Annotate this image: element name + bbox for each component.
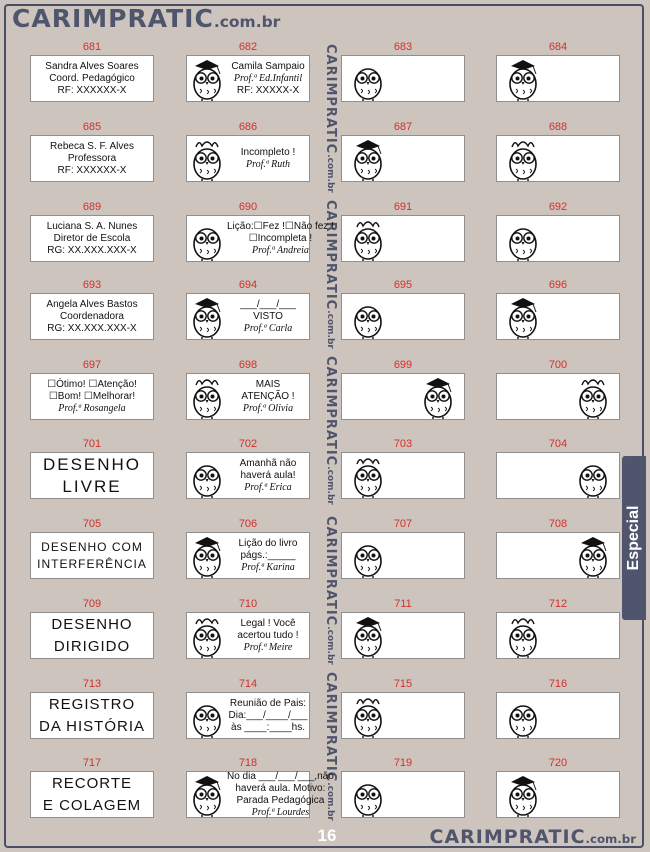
stamp-line: às ____:____hs. bbox=[231, 721, 305, 733]
owl-icon bbox=[348, 295, 388, 339]
stamp-card-681[interactable] bbox=[30, 40, 154, 102]
page-number: 16 bbox=[317, 826, 337, 845]
stamp-preview bbox=[341, 215, 465, 262]
stamp-line: Coordenadora bbox=[60, 310, 124, 322]
stamp-line: RF: XXXXX-X bbox=[236, 84, 300, 96]
stamp-card-694[interactable] bbox=[186, 278, 310, 340]
stamp-preview bbox=[186, 55, 310, 102]
stamp-card-705[interactable] bbox=[30, 517, 154, 579]
stamp-line: haverá aula! bbox=[240, 469, 296, 481]
stamp-preview bbox=[30, 692, 154, 739]
vertical-brand-name: CARIMPRATIC bbox=[323, 672, 338, 783]
vertical-brand-name: CARIMPRATIC bbox=[323, 516, 338, 627]
stamp-preview bbox=[186, 612, 310, 659]
stamp-line: Lição do livro bbox=[238, 537, 298, 549]
stamp-line: Prof.ª Erica bbox=[244, 481, 292, 493]
stamp-number: 714 bbox=[238, 678, 258, 690]
stamp-line: RF: XXXXXX-X bbox=[57, 164, 127, 176]
owl-icon bbox=[187, 217, 227, 261]
stamp-line: Prof.ª Ed.Infantil bbox=[233, 72, 303, 84]
owl-icon bbox=[187, 694, 227, 738]
stamp-line: Amanhã não bbox=[239, 457, 297, 469]
owl-icon bbox=[348, 534, 388, 578]
stamp-card-687[interactable] bbox=[341, 120, 465, 182]
stamp-preview bbox=[186, 692, 310, 739]
stamp-card-683[interactable] bbox=[341, 40, 465, 102]
stamp-card-709[interactable] bbox=[30, 597, 154, 659]
stamp-line: Professora bbox=[67, 152, 117, 164]
category-tab-label: Especial bbox=[625, 505, 642, 571]
stamp-preview bbox=[341, 135, 465, 182]
stamp-text bbox=[31, 694, 153, 738]
vertical-brand bbox=[314, 672, 338, 821]
stamp-line: ☐Bom! ☐Melhorar! bbox=[48, 390, 136, 402]
vertical-brand-name: CARIMPRATIC bbox=[323, 356, 338, 467]
stamp-number: 699 bbox=[393, 359, 413, 371]
stamp-preview bbox=[30, 532, 154, 579]
stamp-number: 706 bbox=[238, 518, 258, 530]
stamp-preview bbox=[186, 532, 310, 579]
stamp-number: 703 bbox=[393, 438, 413, 450]
stamp-line: DESENHO bbox=[51, 615, 133, 633]
stamp-preview bbox=[496, 612, 620, 659]
stamp-preview bbox=[30, 55, 154, 102]
stamp-card-691[interactable] bbox=[341, 200, 465, 262]
owl-icon bbox=[503, 773, 543, 817]
stamp-line: VISTO bbox=[253, 310, 283, 322]
brand-domain: .com.br bbox=[585, 832, 636, 846]
stamp-text bbox=[227, 771, 334, 819]
stamp-card-699[interactable] bbox=[341, 358, 465, 420]
stamp-number: 717 bbox=[82, 757, 102, 769]
stamp-preview bbox=[186, 215, 334, 262]
stamp-line: Prof.ª Olivia bbox=[242, 402, 294, 414]
owl-icon bbox=[348, 454, 388, 498]
brand-name: CARIMPRATIC bbox=[12, 4, 214, 33]
stamp-number: 715 bbox=[393, 678, 413, 690]
stamp-text bbox=[31, 454, 153, 498]
stamp-text bbox=[31, 539, 153, 573]
stamp-preview bbox=[341, 612, 465, 659]
stamp-preview bbox=[341, 771, 465, 818]
stamp-line: DIRIGIDO bbox=[53, 637, 131, 655]
stamp-card-697[interactable] bbox=[30, 358, 154, 420]
stamp-preview bbox=[496, 532, 620, 579]
stamp-preview bbox=[186, 373, 310, 420]
stamp-line: haverá aula. Motivo: bbox=[235, 782, 326, 794]
stamp-line: Sandra Alves Soares bbox=[45, 60, 139, 72]
stamp-number: 719 bbox=[393, 757, 413, 769]
stamp-line: Angela Alves Bastos bbox=[46, 298, 138, 310]
stamp-preview bbox=[186, 135, 310, 182]
stamp-line: ___/___/___ bbox=[240, 298, 296, 310]
stamp-preview bbox=[30, 771, 154, 818]
stamp-preview bbox=[30, 293, 154, 340]
stamp-text bbox=[31, 614, 153, 658]
stamp-number: 688 bbox=[548, 121, 568, 133]
stamp-line: Dia:___/____/___ bbox=[228, 709, 308, 721]
stamp-card-717[interactable] bbox=[30, 756, 154, 818]
stamp-preview bbox=[186, 452, 310, 499]
stamp-card-715[interactable] bbox=[341, 677, 465, 739]
stamp-line: Prof.ª Andreia bbox=[252, 244, 309, 256]
stamp-number: 709 bbox=[82, 598, 102, 610]
stamp-line: Prof.ª Lourdes bbox=[251, 806, 310, 818]
stamp-text bbox=[227, 538, 309, 574]
stamp-text bbox=[31, 379, 153, 415]
vertical-brand-domain: .com.br bbox=[325, 466, 335, 505]
stamp-card-686[interactable] bbox=[186, 120, 310, 182]
stamp-card-688[interactable] bbox=[496, 120, 620, 182]
stamp-number: 711 bbox=[394, 598, 412, 610]
stamp-preview bbox=[341, 293, 465, 340]
stamp-card-682[interactable] bbox=[186, 40, 310, 102]
stamp-number: 682 bbox=[238, 41, 258, 53]
stamp-preview bbox=[341, 692, 465, 739]
owl-icon bbox=[187, 57, 227, 101]
owl-icon bbox=[503, 137, 543, 181]
stamp-line: Prof.ª Meire bbox=[243, 641, 293, 653]
stamp-text bbox=[227, 379, 309, 415]
brand-logo-top bbox=[12, 4, 280, 33]
stamp-text bbox=[31, 61, 153, 97]
stamp-preview bbox=[341, 532, 465, 579]
stamp-text bbox=[227, 221, 334, 257]
stamp-line: E COLAGEM bbox=[42, 796, 142, 814]
owl-icon bbox=[187, 614, 227, 658]
stamp-number: 681 bbox=[82, 41, 102, 53]
stamp-text bbox=[31, 141, 153, 177]
stamp-line: DA HISTÓRIA bbox=[38, 717, 146, 735]
brand-domain: .com.br bbox=[213, 13, 281, 31]
stamp-card-695[interactable] bbox=[341, 278, 465, 340]
stamp-text bbox=[227, 698, 309, 734]
stamp-card-714[interactable] bbox=[186, 677, 310, 739]
owl-icon bbox=[187, 375, 227, 419]
stamp-preview bbox=[341, 452, 465, 499]
stamp-preview bbox=[30, 215, 154, 262]
stamp-number: 704 bbox=[548, 438, 568, 450]
stamp-line: ☐Ótimo! ☐Atenção! bbox=[47, 378, 137, 390]
stamp-card-710[interactable] bbox=[186, 597, 310, 659]
stamp-card-702[interactable] bbox=[186, 437, 310, 499]
stamp-preview bbox=[30, 452, 154, 499]
stamp-number: 718 bbox=[238, 757, 258, 769]
stamp-card-684[interactable] bbox=[496, 40, 620, 102]
owl-icon bbox=[187, 137, 227, 181]
stamp-number: 691 bbox=[393, 201, 413, 213]
stamp-line: acertou tudo ! bbox=[237, 629, 299, 641]
stamp-text bbox=[227, 618, 309, 654]
stamp-number: 693 bbox=[82, 279, 102, 291]
stamp-number: 685 bbox=[82, 121, 102, 133]
stamp-card-713[interactable] bbox=[30, 677, 154, 739]
owl-icon bbox=[503, 614, 543, 658]
stamp-number: 684 bbox=[548, 41, 568, 53]
stamp-line: Rebeca S. F. Alves bbox=[50, 140, 134, 152]
stamp-number: 686 bbox=[238, 121, 258, 133]
stamp-number: 683 bbox=[393, 41, 413, 53]
stamp-card-698[interactable] bbox=[186, 358, 310, 420]
vertical-brand bbox=[314, 356, 338, 505]
stamp-line: DESENHO COM bbox=[41, 539, 143, 554]
vertical-brand-name: CARIMPRATIC bbox=[323, 44, 338, 155]
stamp-card-712[interactable] bbox=[496, 597, 620, 659]
stamp-text bbox=[31, 299, 153, 335]
stamp-line: RG: XX.XXX.XXX-X bbox=[47, 244, 137, 256]
stamp-preview bbox=[496, 373, 620, 420]
stamp-line: Prof.ª Rosangela bbox=[58, 402, 126, 414]
stamp-card-704[interactable] bbox=[496, 437, 620, 499]
stamp-number: 689 bbox=[82, 201, 102, 213]
stamp-preview bbox=[30, 135, 154, 182]
stamp-card-707[interactable] bbox=[341, 517, 465, 579]
stamp-line: RG: XX.XXX.XXX-X bbox=[47, 322, 137, 334]
stamp-line: REGISTRO bbox=[48, 695, 136, 713]
owl-icon bbox=[503, 295, 543, 339]
stamp-line: Reunião de Pais: bbox=[229, 697, 307, 709]
vertical-brand-domain: .com.br bbox=[325, 626, 335, 665]
stamp-line: DESENHO bbox=[42, 454, 142, 474]
stamp-line: Lição:☐Fez !☐Não fez ! bbox=[227, 220, 334, 232]
stamp-line: ☐Incompleta ! bbox=[248, 232, 313, 244]
stamp-card-706[interactable] bbox=[186, 517, 310, 579]
owl-icon bbox=[187, 773, 227, 817]
stamp-text bbox=[31, 773, 153, 817]
stamp-line: No dia ___/___/___,não bbox=[227, 770, 334, 782]
owl-icon bbox=[187, 534, 227, 578]
owl-icon bbox=[573, 454, 613, 498]
stamp-card-708[interactable] bbox=[496, 517, 620, 579]
owl-icon bbox=[503, 57, 543, 101]
stamp-number: 710 bbox=[238, 598, 258, 610]
stamp-text bbox=[227, 61, 309, 97]
stamp-card-689[interactable] bbox=[30, 200, 154, 262]
stamp-number: 700 bbox=[548, 359, 568, 371]
stamp-card-703[interactable] bbox=[341, 437, 465, 499]
stamp-preview bbox=[496, 692, 620, 739]
vertical-brand-domain: .com.br bbox=[325, 154, 335, 193]
owl-icon bbox=[348, 57, 388, 101]
stamp-preview bbox=[496, 135, 620, 182]
stamp-line: MAIS bbox=[255, 378, 281, 390]
stamp-preview bbox=[496, 771, 620, 818]
stamp-number: 708 bbox=[548, 518, 568, 530]
stamp-text bbox=[227, 458, 309, 494]
owl-icon bbox=[348, 694, 388, 738]
category-tab[interactable] bbox=[622, 456, 646, 620]
stamp-card-716[interactable] bbox=[496, 677, 620, 739]
stamp-line: Legal ! Você bbox=[240, 617, 296, 629]
stamp-line: Parada Pedagógica bbox=[236, 794, 325, 806]
owl-icon bbox=[348, 217, 388, 261]
stamp-preview bbox=[496, 452, 620, 499]
owl-icon bbox=[573, 534, 613, 578]
stamp-line: Camila Sampaio bbox=[231, 60, 305, 72]
stamp-number: 707 bbox=[393, 518, 413, 530]
owl-icon bbox=[503, 217, 543, 261]
stamp-line: RECORTE bbox=[51, 774, 133, 792]
vertical-brand-domain: .com.br bbox=[325, 310, 335, 349]
owl-icon bbox=[503, 694, 543, 738]
brand-logo-bottom bbox=[430, 826, 637, 848]
stamp-line: RF: XXXXXX-X bbox=[57, 84, 127, 96]
stamp-number: 690 bbox=[238, 201, 258, 213]
stamp-number: 716 bbox=[548, 678, 568, 690]
stamp-line: Prof.ª Carla bbox=[243, 322, 293, 334]
stamp-card-685[interactable] bbox=[30, 120, 154, 182]
brand-name: CARIMPRATIC bbox=[429, 826, 586, 848]
stamp-line: Prof.ª Ruth bbox=[245, 158, 291, 170]
vertical-brand-name: CARIMPRATIC bbox=[323, 200, 338, 311]
stamp-line: INTERFERÊNCIA bbox=[37, 556, 147, 571]
stamp-preview bbox=[30, 373, 154, 420]
stamp-number: 712 bbox=[548, 598, 568, 610]
owl-icon bbox=[573, 375, 613, 419]
stamp-preview bbox=[496, 293, 620, 340]
owl-icon bbox=[348, 614, 388, 658]
stamp-line: LIVRE bbox=[62, 476, 122, 496]
stamp-card-693[interactable] bbox=[30, 278, 154, 340]
vertical-brand-domain: .com.br bbox=[325, 782, 335, 821]
stamp-number: 697 bbox=[82, 359, 102, 371]
stamp-number: 705 bbox=[82, 518, 102, 530]
vertical-brand bbox=[314, 516, 338, 665]
stamp-preview bbox=[496, 215, 620, 262]
stamp-number: 692 bbox=[548, 201, 568, 213]
stamp-number: 696 bbox=[548, 279, 568, 291]
stamp-number: 701 bbox=[82, 438, 102, 450]
owl-icon bbox=[348, 773, 388, 817]
stamp-line: Prof.ª Karina bbox=[241, 561, 295, 573]
stamp-card-711[interactable] bbox=[341, 597, 465, 659]
stamp-preview bbox=[496, 55, 620, 102]
stamp-preview bbox=[341, 55, 465, 102]
stamp-number: 687 bbox=[393, 121, 413, 133]
stamp-number: 695 bbox=[393, 279, 413, 291]
stamp-card-700[interactable] bbox=[496, 358, 620, 420]
stamp-number: 720 bbox=[548, 757, 568, 769]
stamp-number: 694 bbox=[238, 279, 258, 291]
stamp-line: Diretor de Escola bbox=[53, 232, 131, 244]
stamp-card-701[interactable] bbox=[30, 437, 154, 499]
stamp-number: 713 bbox=[82, 678, 102, 690]
stamp-card-720[interactable] bbox=[496, 756, 620, 818]
stamp-line: ATENÇÃO ! bbox=[241, 390, 295, 402]
owl-icon bbox=[418, 375, 458, 419]
stamp-line: Incompleto ! bbox=[240, 146, 296, 158]
vertical-brand bbox=[314, 44, 338, 193]
owl-icon bbox=[348, 137, 388, 181]
owl-icon bbox=[187, 454, 227, 498]
stamp-line: págs.:_____ bbox=[240, 549, 296, 561]
stamp-preview bbox=[30, 612, 154, 659]
stamp-number: 702 bbox=[238, 438, 258, 450]
stamp-line: Coord. Pedagógico bbox=[49, 72, 135, 84]
stamp-number: 698 bbox=[238, 359, 258, 371]
stamp-preview bbox=[186, 293, 310, 340]
stamp-text bbox=[31, 221, 153, 257]
owl-icon bbox=[187, 295, 227, 339]
stamp-line: Luciana S. A. Nunes bbox=[46, 220, 138, 232]
stamp-preview bbox=[341, 373, 465, 420]
stamp-text bbox=[227, 299, 309, 335]
stamp-card-692[interactable] bbox=[496, 200, 620, 262]
stamp-card-719[interactable] bbox=[341, 756, 465, 818]
stamp-card-696[interactable] bbox=[496, 278, 620, 340]
stamp-card-690[interactable] bbox=[186, 200, 334, 262]
stamp-text bbox=[227, 147, 309, 171]
